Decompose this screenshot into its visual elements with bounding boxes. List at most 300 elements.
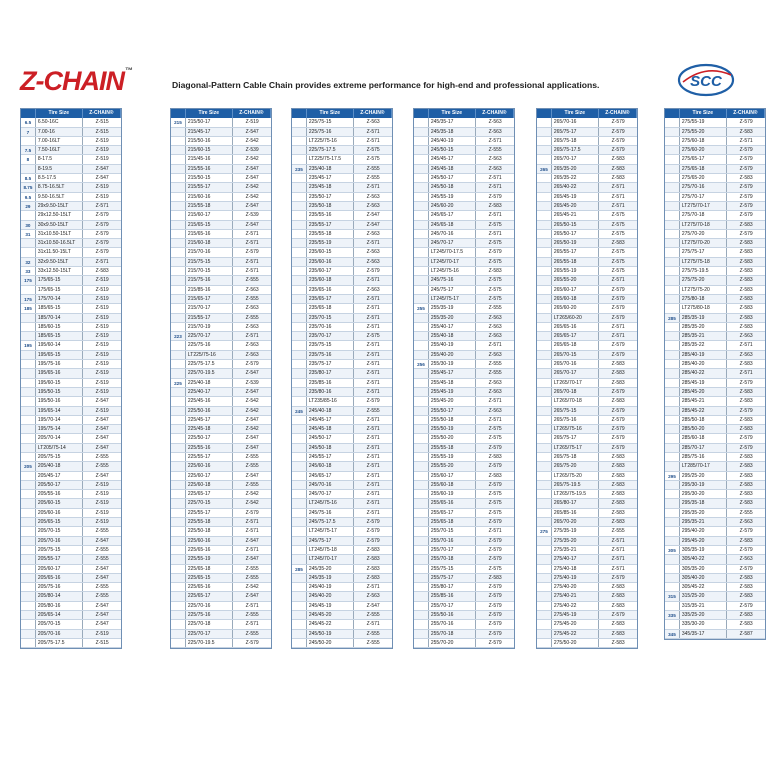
table-row xyxy=(665,248,765,257)
tire-size-cell: 255/70-18 xyxy=(429,630,477,638)
table-row xyxy=(292,230,392,239)
group-cell xyxy=(665,527,680,535)
group-cell: 7.5 xyxy=(21,146,36,154)
chain-model-cell: Z-571 xyxy=(245,519,259,526)
tire-size-cell: LT245/70-17.5 xyxy=(429,248,477,256)
chain-model-cell: Z-583 xyxy=(611,240,625,247)
z-chain-header: Z-CHAIN® xyxy=(727,109,765,118)
table-row xyxy=(171,360,271,369)
table-row xyxy=(21,295,121,304)
group-cell xyxy=(21,388,36,396)
group-cell xyxy=(21,472,36,480)
tire-size-cell: 235/80-16 xyxy=(307,388,355,396)
chain-model-cell: Z-583 xyxy=(739,593,753,600)
tire-size-cell: 255/50-19 xyxy=(429,425,477,433)
chain-model-cell: Z-571 xyxy=(488,212,502,219)
table-row xyxy=(665,341,765,350)
group-cell xyxy=(414,323,429,331)
chain-model-cell: Z-571 xyxy=(366,584,380,591)
group-cell xyxy=(414,174,429,182)
tire-size-cell: 205/75-16 xyxy=(36,583,84,591)
table-row xyxy=(414,472,514,481)
chain-model-cell: Z-583 xyxy=(739,295,753,302)
chain-model-cell: Z-579 xyxy=(366,268,380,275)
chain-model-cell: Z-583 xyxy=(739,258,753,265)
group-cell xyxy=(414,592,429,600)
table-row xyxy=(537,146,637,155)
chain-model-cell: Z-575 xyxy=(488,221,502,228)
tire-size-cell: LT245/70-17 xyxy=(307,555,355,563)
table-row xyxy=(414,174,514,183)
chain-model-cell: Z-583 xyxy=(739,175,753,182)
table-row xyxy=(171,546,271,555)
tire-size-cell: 275/40-22 xyxy=(552,602,600,610)
tire-size-cell: 255/70-17 xyxy=(429,602,477,610)
group-cell xyxy=(537,128,552,136)
tire-size-cell: 185/60-15 xyxy=(36,323,84,331)
tire-size-cell: 275/35-20 xyxy=(552,537,600,545)
chain-model-cell: Z-563 xyxy=(488,165,502,172)
tire-size-cell: 255/30-19 xyxy=(429,360,477,368)
tire-size-cell: 245/75-17.5 xyxy=(307,518,355,526)
tire-size-cell: 215/65-17 xyxy=(186,295,234,303)
chain-model-cell: Z-571 xyxy=(739,342,753,349)
tire-size-cell: 235/60-17 xyxy=(307,267,355,275)
group-cell xyxy=(171,499,186,507)
group-cell xyxy=(292,639,307,647)
tire-size-cell: 265/65-18 xyxy=(552,341,600,349)
table-row xyxy=(537,602,637,611)
table-row xyxy=(537,416,637,425)
chain-model-cell: Z-555 xyxy=(245,565,259,572)
chain-model-cell: Z-575 xyxy=(488,286,502,293)
table-row xyxy=(414,630,514,639)
chain-model-cell: Z-571 xyxy=(366,128,380,135)
group-cell xyxy=(665,304,680,312)
chain-model-cell: Z-571 xyxy=(366,435,380,442)
chain-model-cell: Z-575 xyxy=(611,258,625,265)
group-cell xyxy=(537,332,552,340)
tire-size-cell: 275/55-19 xyxy=(680,118,728,126)
table-row xyxy=(171,248,271,257)
group-cell xyxy=(665,267,680,275)
tire-size-cell: 295/35-20 xyxy=(680,509,728,517)
group-cell xyxy=(292,304,307,312)
group-cell xyxy=(414,295,429,303)
table-row xyxy=(665,490,765,499)
group-cell xyxy=(171,602,186,610)
table-row xyxy=(414,239,514,248)
chain-model-cell: Z-519 xyxy=(95,361,109,368)
tire-size-cell: 265/70-17 xyxy=(552,369,600,377)
group-cell: 6.5 xyxy=(21,118,36,126)
tire-size-cell: 225/60-18 xyxy=(186,481,234,489)
chain-model-cell: Z-539 xyxy=(245,379,259,386)
table-row xyxy=(171,202,271,211)
tire-size-cell: 215/65-16 xyxy=(186,230,234,238)
group-cell xyxy=(292,425,307,433)
group-cell xyxy=(414,258,429,266)
group-cell: 175 xyxy=(21,276,36,284)
chain-model-cell: Z-571 xyxy=(245,621,259,628)
table-row xyxy=(665,332,765,341)
chain-model-cell: Z-579 xyxy=(488,444,502,451)
group-cell xyxy=(171,611,186,619)
group-cell xyxy=(171,286,186,294)
table-row xyxy=(414,499,514,508)
tire-size-cell: 315/25-20 xyxy=(680,592,728,600)
tire-size-cell: 275/45-22 xyxy=(552,630,600,638)
group-cell xyxy=(537,295,552,303)
chain-model-cell: Z-571 xyxy=(366,314,380,321)
table-row xyxy=(171,602,271,611)
table-row xyxy=(537,592,637,601)
table-header xyxy=(292,109,392,118)
chain-model-cell: Z-547 xyxy=(95,621,109,628)
table-row xyxy=(21,360,121,369)
chain-model-cell: Z-563 xyxy=(739,519,753,526)
group-cell xyxy=(665,360,680,368)
table-row xyxy=(171,630,271,639)
group-cell xyxy=(665,444,680,452)
chain-model-cell: Z-583 xyxy=(739,221,753,228)
chain-model-cell: Z-575 xyxy=(366,156,380,163)
tire-size-cell: 255/70-16 xyxy=(429,620,477,628)
table-row xyxy=(292,425,392,434)
chain-model-cell: Z-579 xyxy=(95,212,109,219)
group-cell xyxy=(292,620,307,628)
chain-model-cell: Z-547 xyxy=(245,165,259,172)
tire-size-cell: 215/45-17 xyxy=(186,128,234,136)
group-cell xyxy=(414,481,429,489)
group-cell xyxy=(665,416,680,424)
group-cell xyxy=(414,416,429,424)
group-cell xyxy=(171,202,186,210)
group-cell xyxy=(292,546,307,554)
table-row xyxy=(21,527,121,536)
table-row xyxy=(292,360,392,369)
tire-size-cell: 275/60-18 xyxy=(680,137,728,145)
tire-size-cell: 205/75-17.5 xyxy=(36,639,84,647)
tire-size-cell: 225/75-17.5 xyxy=(186,360,234,368)
table-row xyxy=(414,360,514,369)
chain-model-cell: Z-563 xyxy=(245,342,259,349)
chain-model-cell: Z-563 xyxy=(739,556,753,563)
tire-size-cell: 235/75-15 xyxy=(307,341,355,349)
table-row xyxy=(665,630,765,639)
chain-model-cell: Z-571 xyxy=(366,342,380,349)
table-row xyxy=(665,174,765,183)
chain-model-cell: Z-571 xyxy=(366,621,380,628)
tire-size-cell: LT265/75-19.5 xyxy=(552,490,600,498)
tire-size-cell: 235/70-16 xyxy=(307,323,355,331)
group-cell xyxy=(292,155,307,163)
group-cell xyxy=(537,341,552,349)
group-cell xyxy=(665,434,680,442)
tire-size-cell: 8-17.5 xyxy=(36,155,84,163)
chain-model-cell: Z-579 xyxy=(739,407,753,414)
table-row xyxy=(665,546,765,555)
group-cell xyxy=(665,388,680,396)
tire-size-cell: LT225/75-16 xyxy=(307,137,355,145)
chain-model-cell: Z-519 xyxy=(95,342,109,349)
chain-model-cell: Z-555 xyxy=(611,528,625,535)
tire-size-header: Tire Size xyxy=(186,109,233,118)
table-row xyxy=(292,267,392,276)
table-row xyxy=(665,444,765,453)
chain-model-cell: Z-571 xyxy=(488,175,502,182)
tire-size-cell: 235/65-17 xyxy=(307,295,355,303)
table-row xyxy=(21,276,121,285)
chain-model-cell: Z-571 xyxy=(611,193,625,200)
tire-size-cell: 245/45-19 xyxy=(307,602,355,610)
chain-model-cell: Z-579 xyxy=(611,435,625,442)
tire-size-cell: 235/40-18 xyxy=(307,165,355,173)
table-row xyxy=(537,379,637,388)
table-row xyxy=(414,128,514,137)
table-row xyxy=(292,221,392,230)
tire-size-cell: 215/60-17 xyxy=(186,211,234,219)
table-row xyxy=(414,248,514,257)
tire-size-cell: 295/45-20 xyxy=(680,537,728,545)
group-cell xyxy=(537,221,552,229)
chain-model-cell: Z-583 xyxy=(739,398,753,405)
tire-size-cell: 265/50-19 xyxy=(552,239,600,247)
tire-size-cell: LT265/75-17 xyxy=(552,444,600,452)
tire-size-cell: 245/45-17 xyxy=(307,416,355,424)
tire-size-cell: 275/75-20 xyxy=(680,276,728,284)
tire-size-cell: 225/50-18 xyxy=(186,527,234,535)
table-row xyxy=(665,397,765,406)
group-cell xyxy=(21,434,36,442)
table-row xyxy=(537,537,637,546)
table-row xyxy=(21,314,121,323)
z-chain-logo xyxy=(20,62,132,102)
chain-model-cell: Z-555 xyxy=(366,630,380,637)
tire-size-cell: LT275/80-18 xyxy=(680,304,728,312)
chain-model-cell: Z-555 xyxy=(95,556,109,563)
tire-size-cell: 225/55-16 xyxy=(186,444,234,452)
tire-size-cell: 275/65-20 xyxy=(680,174,728,182)
table-row xyxy=(537,453,637,462)
table-row xyxy=(171,211,271,220)
tire-size-cell: 255/60-18 xyxy=(429,481,477,489)
tire-size-cell: 265/45-21 xyxy=(552,211,600,219)
tire-size-cell: 225/55-17 xyxy=(186,453,234,461)
tire-size-cell: 225/50-17 xyxy=(186,434,234,442)
chain-model-cell: Z-579 xyxy=(611,351,625,358)
chain-model-cell: Z-583 xyxy=(611,156,625,163)
chain-model-cell: Z-563 xyxy=(488,128,502,135)
tire-size-cell: 245/40-18 xyxy=(307,407,355,415)
table-row xyxy=(665,509,765,518)
group-cell xyxy=(171,258,186,266)
chain-model-cell: Z-575 xyxy=(488,277,502,284)
chain-model-cell: Z-563 xyxy=(739,351,753,358)
table-row xyxy=(171,611,271,620)
group-cell xyxy=(414,444,429,452)
tire-size-cell: 255/80-17 xyxy=(429,583,477,591)
table-row xyxy=(537,332,637,341)
table-row xyxy=(414,509,514,518)
tire-size-cell: LT245/75-16 xyxy=(307,499,355,507)
chain-model-cell: Z-547 xyxy=(245,416,259,423)
table-row xyxy=(665,425,765,434)
tire-size-header: Tire Size xyxy=(307,109,354,118)
group-cell xyxy=(21,602,36,610)
table-row xyxy=(21,453,121,462)
tire-size-cell: 255/55-20 xyxy=(429,462,477,470)
group-cell: 175 xyxy=(21,295,36,303)
chain-model-cell: Z-571 xyxy=(488,398,502,405)
tire-size-cell: 225/50-16 xyxy=(186,407,234,415)
group-cell xyxy=(171,434,186,442)
group-cell xyxy=(414,183,429,191)
chain-model-cell: Z-563 xyxy=(245,286,259,293)
group-header xyxy=(21,109,36,118)
table-row xyxy=(292,620,392,629)
chain-model-cell: Z-583 xyxy=(739,537,753,544)
table-row xyxy=(292,555,392,564)
tire-size-cell: 275/65-18 xyxy=(680,165,728,173)
tire-size-cell: 255/35-20 xyxy=(429,314,477,322)
tire-size-cell: 205/70-15 xyxy=(36,527,84,535)
group-cell xyxy=(665,620,680,628)
table-row xyxy=(537,193,637,202)
table-row xyxy=(292,146,392,155)
group-cell xyxy=(414,407,429,415)
tire-size-cell: 245/75-16 xyxy=(307,509,355,517)
chain-model-cell: Z-583 xyxy=(488,453,502,460)
tire-size-cell: 275/45-19 xyxy=(552,611,600,619)
group-cell xyxy=(292,258,307,266)
table-row xyxy=(21,239,121,248)
table-row xyxy=(171,128,271,137)
group-cell xyxy=(292,369,307,377)
tire-size-cell: 255/60-19 xyxy=(429,490,477,498)
chain-model-cell: Z-579 xyxy=(739,202,753,209)
group-cell xyxy=(537,174,552,182)
chain-model-cell: Z-555 xyxy=(366,165,380,172)
chain-model-cell: Z-571 xyxy=(245,230,259,237)
table-row xyxy=(292,434,392,443)
group-cell xyxy=(292,314,307,322)
chain-model-cell: Z-547 xyxy=(245,388,259,395)
chain-model-cell: Z-519 xyxy=(95,491,109,498)
tire-size-cell: 205/65-15 xyxy=(36,518,84,526)
tire-size-cell: 195/65-16 xyxy=(36,369,84,377)
group-cell xyxy=(292,323,307,331)
table-row xyxy=(537,360,637,369)
chain-model-cell: Z-555 xyxy=(739,509,753,516)
tire-size-cell: 215/60-15 xyxy=(186,146,234,154)
tire-size-cell: 295/35-21 xyxy=(680,518,728,526)
group-cell xyxy=(414,248,429,256)
group-cell xyxy=(665,537,680,545)
table-row xyxy=(414,304,514,313)
table-row xyxy=(292,248,392,257)
group-cell xyxy=(537,490,552,498)
tire-size-cell: 245/60-20 xyxy=(429,202,477,210)
tire-size-cell: 255/45-20 xyxy=(429,397,477,405)
tire-size-cell: 245/70-17 xyxy=(429,239,477,247)
group-cell xyxy=(171,146,186,154)
tire-size-cell: 295/35-18 xyxy=(680,499,728,507)
chain-model-cell: Z-583 xyxy=(611,509,625,516)
table-row xyxy=(21,592,121,601)
table-row xyxy=(292,369,392,378)
table-row xyxy=(292,193,392,202)
table-row xyxy=(537,276,637,285)
tire-size-cell: 225/70-17 xyxy=(186,332,234,340)
tire-size-cell: 215/50-16 xyxy=(186,137,234,145)
table-row xyxy=(665,388,765,397)
table-row xyxy=(292,583,392,592)
table-row xyxy=(414,592,514,601)
table-row xyxy=(537,388,637,397)
chain-model-cell: Z-519 xyxy=(95,193,109,200)
tire-size-cell: 285/35-20 xyxy=(680,323,728,331)
tire-size-cell: 225/75-16 xyxy=(307,128,355,136)
table-row xyxy=(665,611,765,620)
group-cell xyxy=(292,379,307,387)
group-cell xyxy=(537,118,552,126)
table-row xyxy=(665,267,765,276)
chain-model-cell: Z-583 xyxy=(739,286,753,293)
tire-size-cell: 225/70-19.5 xyxy=(186,369,234,377)
chain-model-cell: Z-583 xyxy=(739,612,753,619)
group-cell: 30 xyxy=(21,221,36,229)
tire-size-cell: 31x10.50-16.5LT xyxy=(36,239,84,247)
chain-model-cell: Z-542 xyxy=(245,398,259,405)
group-cell xyxy=(414,369,429,377)
tire-size-cell: 225/75-17.5 xyxy=(307,146,355,154)
tire-size-cell: 295/30-20 xyxy=(680,490,728,498)
chain-model-cell: Z-579 xyxy=(611,137,625,144)
tire-size-cell: 235/65-18 xyxy=(307,304,355,312)
tire-size-cell: 305/40-20 xyxy=(680,574,728,582)
group-cell xyxy=(292,537,307,545)
tire-size-cell: 205/60-17 xyxy=(36,565,84,573)
table-row xyxy=(537,565,637,574)
table-row xyxy=(665,537,765,546)
group-cell xyxy=(414,425,429,433)
tire-size-cell: 305/40-22 xyxy=(680,555,728,563)
table-row xyxy=(171,537,271,546)
group-cell xyxy=(665,369,680,377)
group-cell xyxy=(414,574,429,582)
chain-model-cell: Z-579 xyxy=(366,398,380,405)
group-cell xyxy=(665,565,680,573)
chain-model-cell: Z-575 xyxy=(488,565,502,572)
chain-model-cell: Z-519 xyxy=(95,295,109,302)
group-cell: 195 xyxy=(21,341,36,349)
group-cell xyxy=(171,388,186,396)
tire-size-cell: 255/40-19 xyxy=(429,341,477,349)
group-cell xyxy=(665,221,680,229)
tire-size-cell: 205/40-18 xyxy=(36,462,84,470)
chain-model-cell: Z-555 xyxy=(366,175,380,182)
tire-size-cell: 255/45-18 xyxy=(429,379,477,387)
table-row xyxy=(665,499,765,508)
tire-size-cell: 215/75-15 xyxy=(186,258,234,266)
chain-model-cell: Z-579 xyxy=(611,416,625,423)
table-row xyxy=(665,286,765,295)
tire-size-cell: 285/50-20 xyxy=(680,425,728,433)
group-cell xyxy=(537,314,552,322)
group-cell xyxy=(414,388,429,396)
group-cell xyxy=(414,602,429,610)
